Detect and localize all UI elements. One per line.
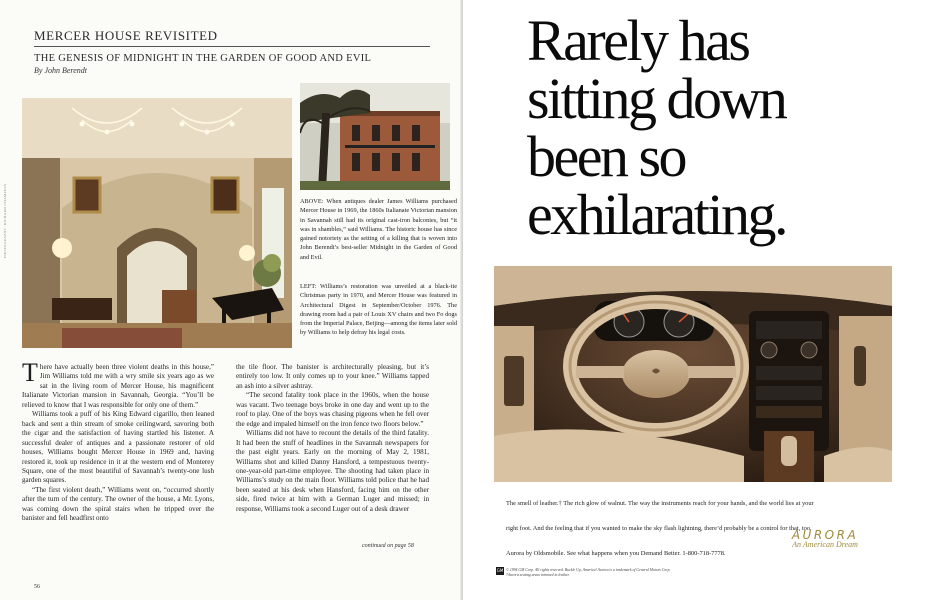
ad-headline-line: Rarely has bbox=[527, 8, 749, 73]
drop-cap: T bbox=[22, 358, 38, 387]
paragraph: Williams did not have to recount the details of the third fatality. It had been the stuff of headlines in the Savannah newspapers for the past eight years. Early on the morning of May 2, 1981, Williams shot and killed Danny Hansford, a tempestuous twenty-one-year-old part-time employee. The shooting had taken place in Williams’s study on the main floor. Williams told police that he had been seated at his desk when Hansford, facing him on the other side, fired twice at him with a German Luger and missed; in response, Williams took a second Luger out of a desk drawer bbox=[236, 429, 429, 513]
car-interior-photo bbox=[494, 266, 892, 482]
paragraph: “The second fatality took place in the 1960s, when the house was vacant. Two teenage boys broke in one day and went up to the roof to play. One of the boys was chasing pigeons when he fell over the edge and impaled himself on the iron fence two floors below.” bbox=[236, 391, 429, 428]
ad-copy-line: Aurora by Oldsmobile. See what happens when you Demand Better. 1-800-718-7778. bbox=[506, 550, 726, 557]
legal-line: †Aurora seating areas trimmed in leather. bbox=[506, 573, 570, 578]
ad-headline-line: sitting down bbox=[527, 66, 786, 131]
body-column-2 bbox=[236, 363, 429, 514]
caption-above: ABOVE: When antiques dealer James Williams purchased Mercer House in 1969, the 1860s Italianate Victorian mansion in Savannah still had its original cast-iron balconies, but “it was in shambles,” said Williams. The historic house has since gained notoriety as the setting of a killing that is woven into John Berendt’s best-seller Midnight in the Garden of Good and Evil. bbox=[300, 198, 457, 261]
photo-credit: PHOTOGRAPHY: RICHARD CHAMPION bbox=[3, 183, 7, 258]
brand-tagline: An American Dream bbox=[792, 540, 858, 549]
byline: By John Berendt bbox=[34, 66, 88, 75]
ad-copy-line: The smell of leather.† The rich glow of walnut. The way the instruments reach for your hands, and the world lies at your bbox=[506, 500, 814, 507]
mercer-house-illustration bbox=[300, 83, 450, 190]
aurora-logo bbox=[760, 528, 890, 549]
ad-headline-line: exhilarating. bbox=[527, 182, 787, 247]
section-title: MERCER HOUSE REVISITED bbox=[34, 28, 218, 43]
ad-headline bbox=[527, 8, 917, 247]
paragraph-text: here have actually been three violent deaths in this house,” Jim Williams told me with a wry smile six years ago as we sat in the living room of Mercer House, his magnificent Italianate Victorian mansion in Savannah, Georgia. “You’ll be relieved to know that I was responsible for only one of them.” bbox=[22, 363, 214, 409]
paragraph: Williams took a puff of his King Edward cigarillo, then leaned back and sent a thin stream of smoke ceilingward, savoring both the cigar and the satisfaction of having startled his listener. A successful dealer of antiques and a passionate restorer of old houses, Williams bought Mercer House in 1969 and, having restored it, took up residence in it at the western end of Monterey Square, one of the most beautiful of Savannah’s twenty-one lush garden squares. bbox=[22, 410, 214, 485]
ad-headline-line: been so bbox=[527, 124, 686, 189]
legal-line: © 1994 GM Corp. All rights reserved. Buckle Up, America! Aurora is a trademark of General Motors Corp. bbox=[506, 568, 671, 572]
continued-link[interactable]: continued on page 58 bbox=[362, 543, 414, 549]
ad-copy-line: right foot. And the feeling that if you wanted to make the sky flash lightning, there’d probably be a control for that, too. bbox=[506, 525, 812, 532]
drawing-room-photo bbox=[22, 98, 292, 348]
legal-text bbox=[506, 568, 836, 578]
caption-left: LEFT: Williams’s restoration was unveiled at a black-tie Christmas party in 1970, and Mercer House was featured in Architectural Digest in September/October 1976. The drawing room had a pair of Louis XV chairs and two Fo dogs from the Imperial Palace, Beijing—among the items later sold by Williams to help defray his legal costs. bbox=[300, 283, 457, 337]
drawing-room-illustration bbox=[22, 98, 292, 348]
paragraph: “The first violent death,” Williams went on, “occurred shortly after the turn of the century. The owner of the house, a Mr. Lyons, was coming down the spiral stairs when he tripped over the banister and fell headfirst onto bbox=[22, 485, 214, 523]
brand-name: AURORA bbox=[791, 528, 859, 542]
dashboard-illustration bbox=[494, 266, 892, 482]
gm-logo: GM bbox=[496, 568, 504, 573]
paragraph: the tile floor. The banister is architecturally pleasing, but it’s entirely too low. It only comes up to your knee.” Williams tapped an ash into a silver ashtray. bbox=[236, 363, 429, 390]
body-column-1 bbox=[22, 358, 214, 524]
paragraph bbox=[22, 358, 214, 410]
article-headline: THE GENESIS OF MIDNIGHT IN THE GARDEN OF GOOD AND EVIL bbox=[34, 53, 372, 64]
title-rule bbox=[34, 46, 430, 47]
page-number: 56 bbox=[34, 584, 40, 590]
mercer-house-exterior-photo bbox=[300, 83, 450, 190]
